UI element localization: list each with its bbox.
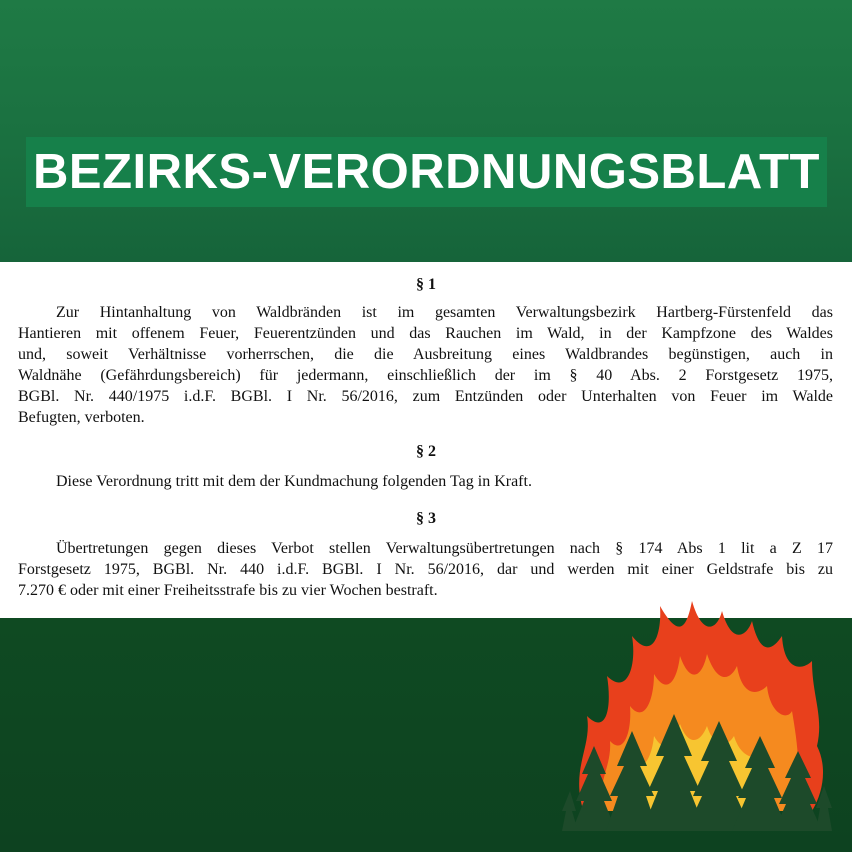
ordinance-document: [0, 262, 852, 618]
title-banner: [26, 137, 827, 207]
section-1-line: Zur Hintanhaltung von Waldbränden ist im gesamten Verwaltungsbezirk Hartberg-Fürstenfeld das: [56, 304, 833, 321]
section-3-line: Übertretungen gegen dieses Verbot stellen Verwaltungsübertretungen nach § 174 Abs 1 lit a Z 17: [56, 540, 833, 557]
section-1-line: Waldnähe (Gefährdungsbereich) für jedermann, einschließlich der im § 40 Abs. 2 Forstgesetz 1975,: [18, 367, 833, 384]
section-2-text: [18, 471, 833, 492]
section-1-text: [18, 302, 833, 428]
header-band: [0, 0, 852, 262]
section-heading-1: § 1: [416, 276, 436, 293]
section-1-line: BGBl. Nr. 440/1975 i.d.F. BGBl. I Nr. 56/2016, zum Entzünden oder Unterhalten von Feuer im Walde: [18, 388, 833, 405]
section-heading-3: § 3: [416, 510, 436, 527]
section-1-line: und, soweit Verhältnisse vorherrschen, die die Ausbreitung eines Waldbrandes begünstigen, auch in: [18, 346, 833, 363]
section-1-line: Hantieren mit offenem Feuer, Feuerentzünden und das Rauchen im Wald, in der Kampfzone des Waldes: [18, 325, 833, 342]
section-3-text: [18, 538, 833, 601]
section-heading-2: § 2: [416, 443, 436, 460]
section-1-line: Befugten, verboten.: [18, 409, 145, 426]
page-title: BEZIRKS-VERORDNUNGSBLATT: [33, 145, 820, 199]
section-2-line: Diese Verordnung tritt mit dem der Kundmachung folgenden Tag in Kraft.: [56, 473, 532, 490]
forest-fire-icon: [562, 596, 832, 836]
section-3-line: 7.270 € oder mit einer Freiheitsstrafe bis zu vier Wochen bestraft.: [18, 582, 438, 599]
section-3-line: Forstgesetz 1975, BGBl. Nr. 440 i.d.F. BGBl. I Nr. 56/2016, dar und werden mit einer Geldstrafe bis zu: [18, 561, 833, 578]
